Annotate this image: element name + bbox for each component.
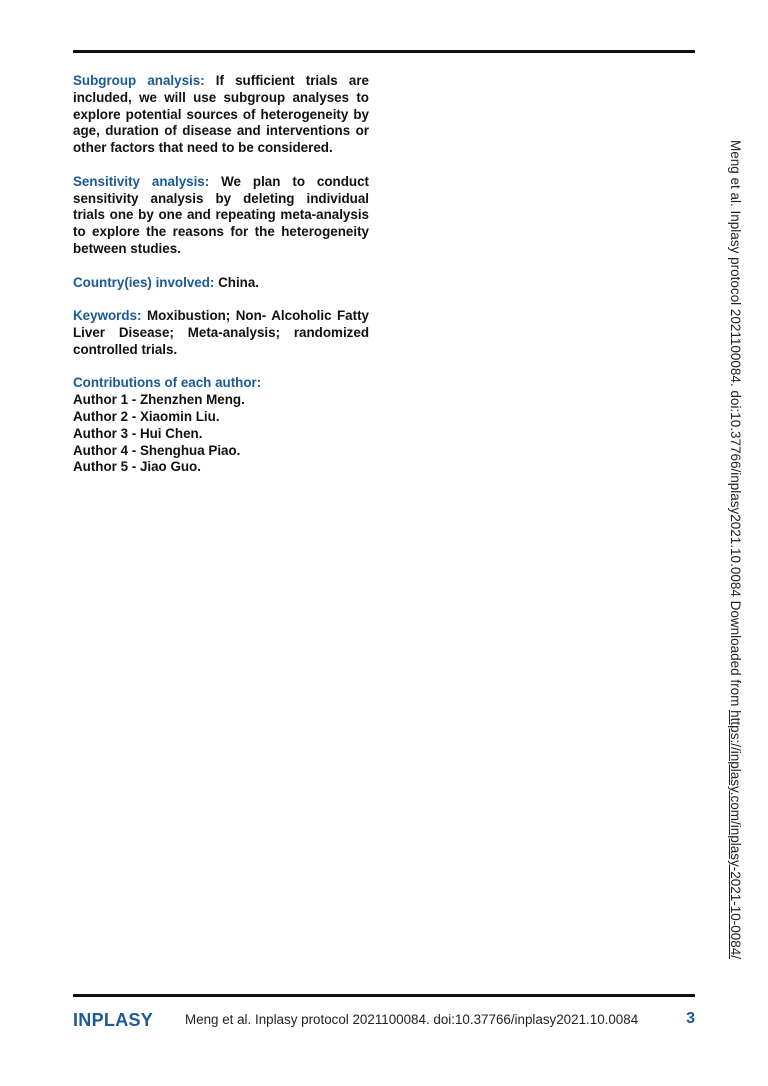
author-list (73, 392, 369, 476)
contributions-label: Contributions of each author: (73, 375, 262, 391)
subgroup-analysis-text: If sufficient trials are included, we will use subgroup analyses to explore potential sources of heterogeneity by age, duration of disease and interventions or other factors that need to be considered. (73, 73, 369, 156)
keywords-label: Keywords: (73, 308, 142, 324)
author-item: Author 3 - Hui Chen. (73, 425, 203, 441)
keywords-paragraph (73, 308, 369, 358)
subgroup-analysis-label: Subgroup analysis: (73, 73, 205, 88)
sensitivity-analysis-text: We plan to conduct sensitivity analysis by deleting individual trials one by one and repeating meta-analysis to explore the reasons for the heterogeneity between studies. (73, 173, 369, 256)
keywords-text: Moxibustion; Non- Alcoholic Fatty Liver Disease; Meta-analysis; randomized controlled trials. (73, 308, 369, 357)
author-item: Author 4 - Shenghua Piao. (73, 442, 241, 458)
countries-label: Country(ies) involved: (73, 274, 215, 290)
page-number: 3 (686, 1010, 695, 1027)
countries-text: China. (214, 274, 260, 290)
download-link[interactable]: https://inplasy.com/inplasy-2021-10-0084/ (728, 710, 743, 960)
countries-paragraph (73, 275, 369, 292)
footer-rule (73, 994, 695, 997)
download-watermark (727, 140, 743, 960)
header-rule (73, 50, 695, 53)
footer-citation: Meng et al. Inplasy protocol 2021100084. doi:10.37766/inplasy2021.10.0084 (185, 1012, 639, 1027)
sensitivity-analysis-label: Sensitivity analysis: (73, 173, 210, 189)
sensitivity-analysis-paragraph (73, 174, 369, 258)
page-footer (73, 1008, 695, 1036)
contributions-section (73, 375, 369, 476)
author-item: Author 2 - Xiaomin Liu. (73, 408, 220, 424)
download-watermark-text: Meng et al. Inplasy protocol 2021100084. doi:10.37766/inplasy2021.10.0084 Downloaded from (728, 140, 743, 711)
brand-logo: INPLASY (73, 1010, 154, 1030)
subgroup-analysis-paragraph (73, 73, 369, 157)
main-column (73, 73, 369, 476)
author-item: Author 1 - Zhenzhen Meng. (73, 392, 245, 408)
author-item: Author 5 - Jiao Guo. (73, 459, 201, 475)
